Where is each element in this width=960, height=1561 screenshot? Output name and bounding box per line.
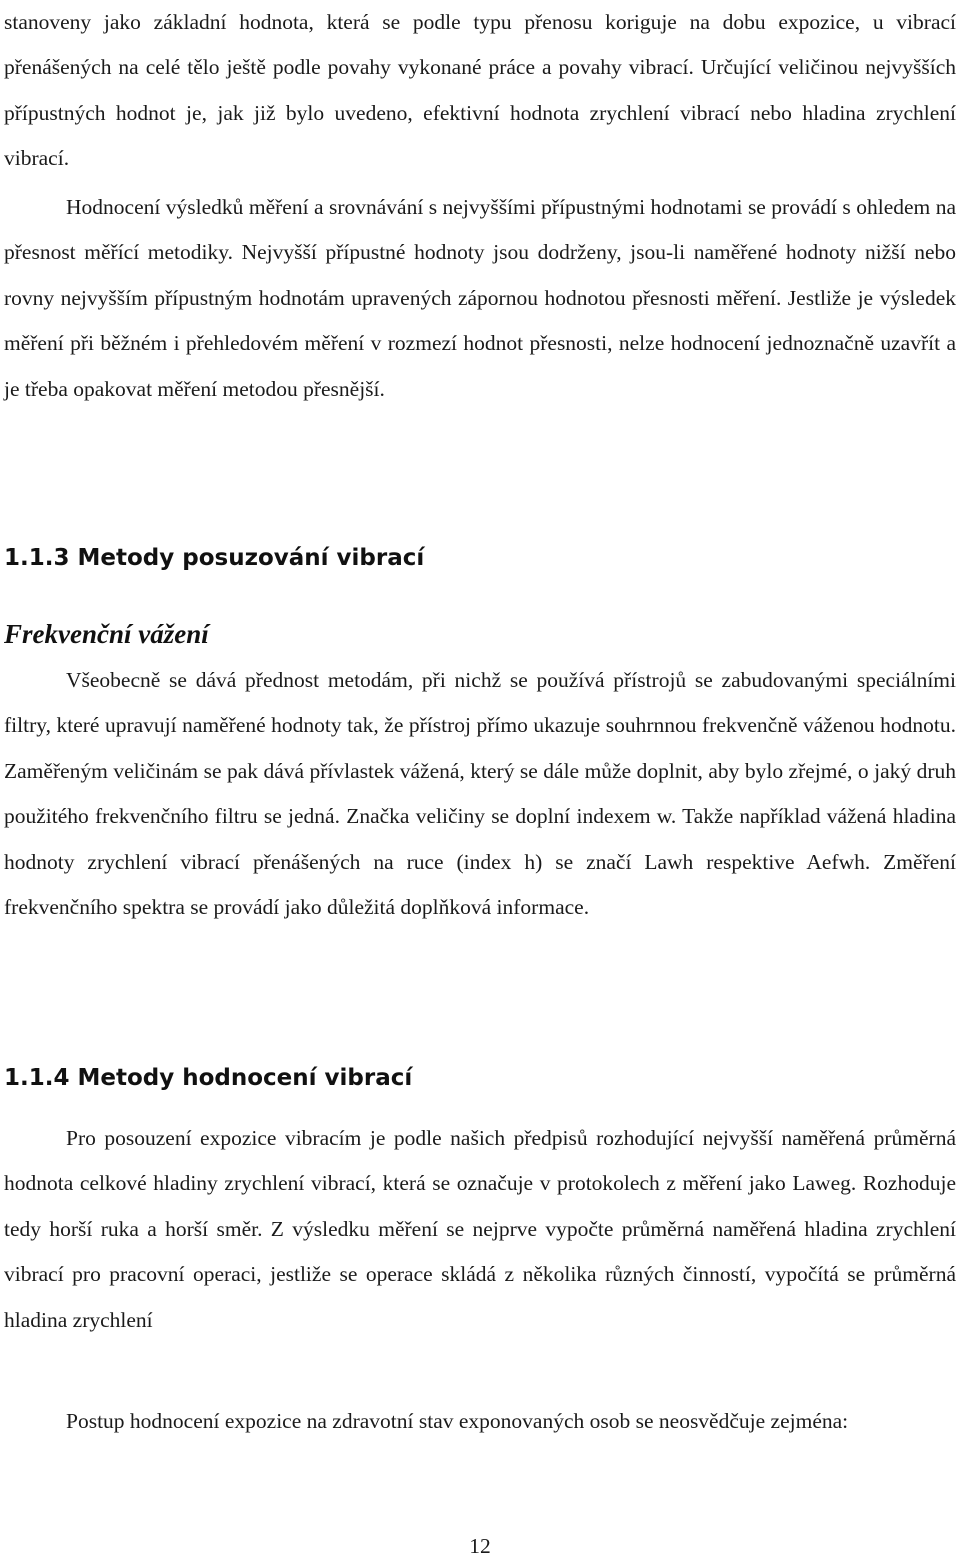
paragraph-frequency-weighting: Všeobecně se dává přednost metodám, při nichž se používá přístrojů se zabudovanými speciálními filtry, které upravují naměřené hodnoty tak, že přístroj přímo ukazuje souhrnnou frekvenčně váženou hodnotu. Zaměřeným veličinám se pak dává přívlastek vážená, který se dále může doplnit, aby bylo zřejmé, o jaký druh použitého frekvenčního filtru se jedná. Značka veličiny se doplní indexem w. Takže například vážená hladina hodnoty zrychlení vibrací přenášených na ruce (index h) se značí Lawh respektive Aefwh. Změření frekvenčního spektra se provádí jako důležitá doplňková informace. bbox=[4, 668, 956, 920]
paragraph-evaluation-results: Hodnocení výsledků měření a srovnávání s nejvyššími přípustnými hodnotami se provádí s ohledem na přesnost měřící metodiky. Nejvyšší přípustné hodnoty jsou dodrženy, jsou-li naměřené hodnoty nižší nebo rovny nejvyšším přípustným hodnotám upravených zápornou hodnotou přesnosti měření. Jestliže je výsledek měření při běžném i přehledovém měření v rozmezí hodnot přesnosti, nelze hodnocení jednoznačně uzavřít a je třeba opakovat měření metodou přesnější. bbox=[4, 195, 956, 401]
paragraph-procedure-issues: Postup hodnocení expozice na zdravotní stav exponovaných osob se neosvědčuje zejména: bbox=[66, 1409, 849, 1433]
paragraph-exposure-assessment: Pro posouzení expozice vibracím je podle našich předpisů rozhodující nejvyšší naměřená průměrná hodnota celkové hladiny zrychlení vibrací, která se označuje v protokolech z měření jako Laweg. Rozhoduje tedy horší ruka a horší směr. Z výsledku měření se nejprve vypočte průměrná naměřená hladina zrychlení vibrací pro pracovní operaci, jestliže se operace skládá z několika různých činností, vypočítá se průměrná hladina zrychlení bbox=[4, 1126, 956, 1332]
paragraph-intro-continuation: stanoveny jako základní hodnota, která se podle typu přenosu koriguje na dobu expozice, u vibrací přenášených na celé tělo ještě podle povahy vykonané práce a povahy vibrací. Určující veličinou nejvyšších přípustných hodnot je, jak již bylo uvedeno, efektivní hodnota zrychlení vibrací nebo hladina zrychlení vibrací. bbox=[4, 10, 956, 171]
subheading-frekvencni-vazeni: Frekvenční vážení bbox=[4, 619, 209, 649]
page-number: 12 bbox=[469, 1534, 491, 1558]
section-heading-1-1-3: 1.1.3 Metody posuzování vibrací bbox=[4, 545, 425, 571]
section-heading-1-1-4: 1.1.4 Metody hodnocení vibrací bbox=[4, 1065, 413, 1091]
